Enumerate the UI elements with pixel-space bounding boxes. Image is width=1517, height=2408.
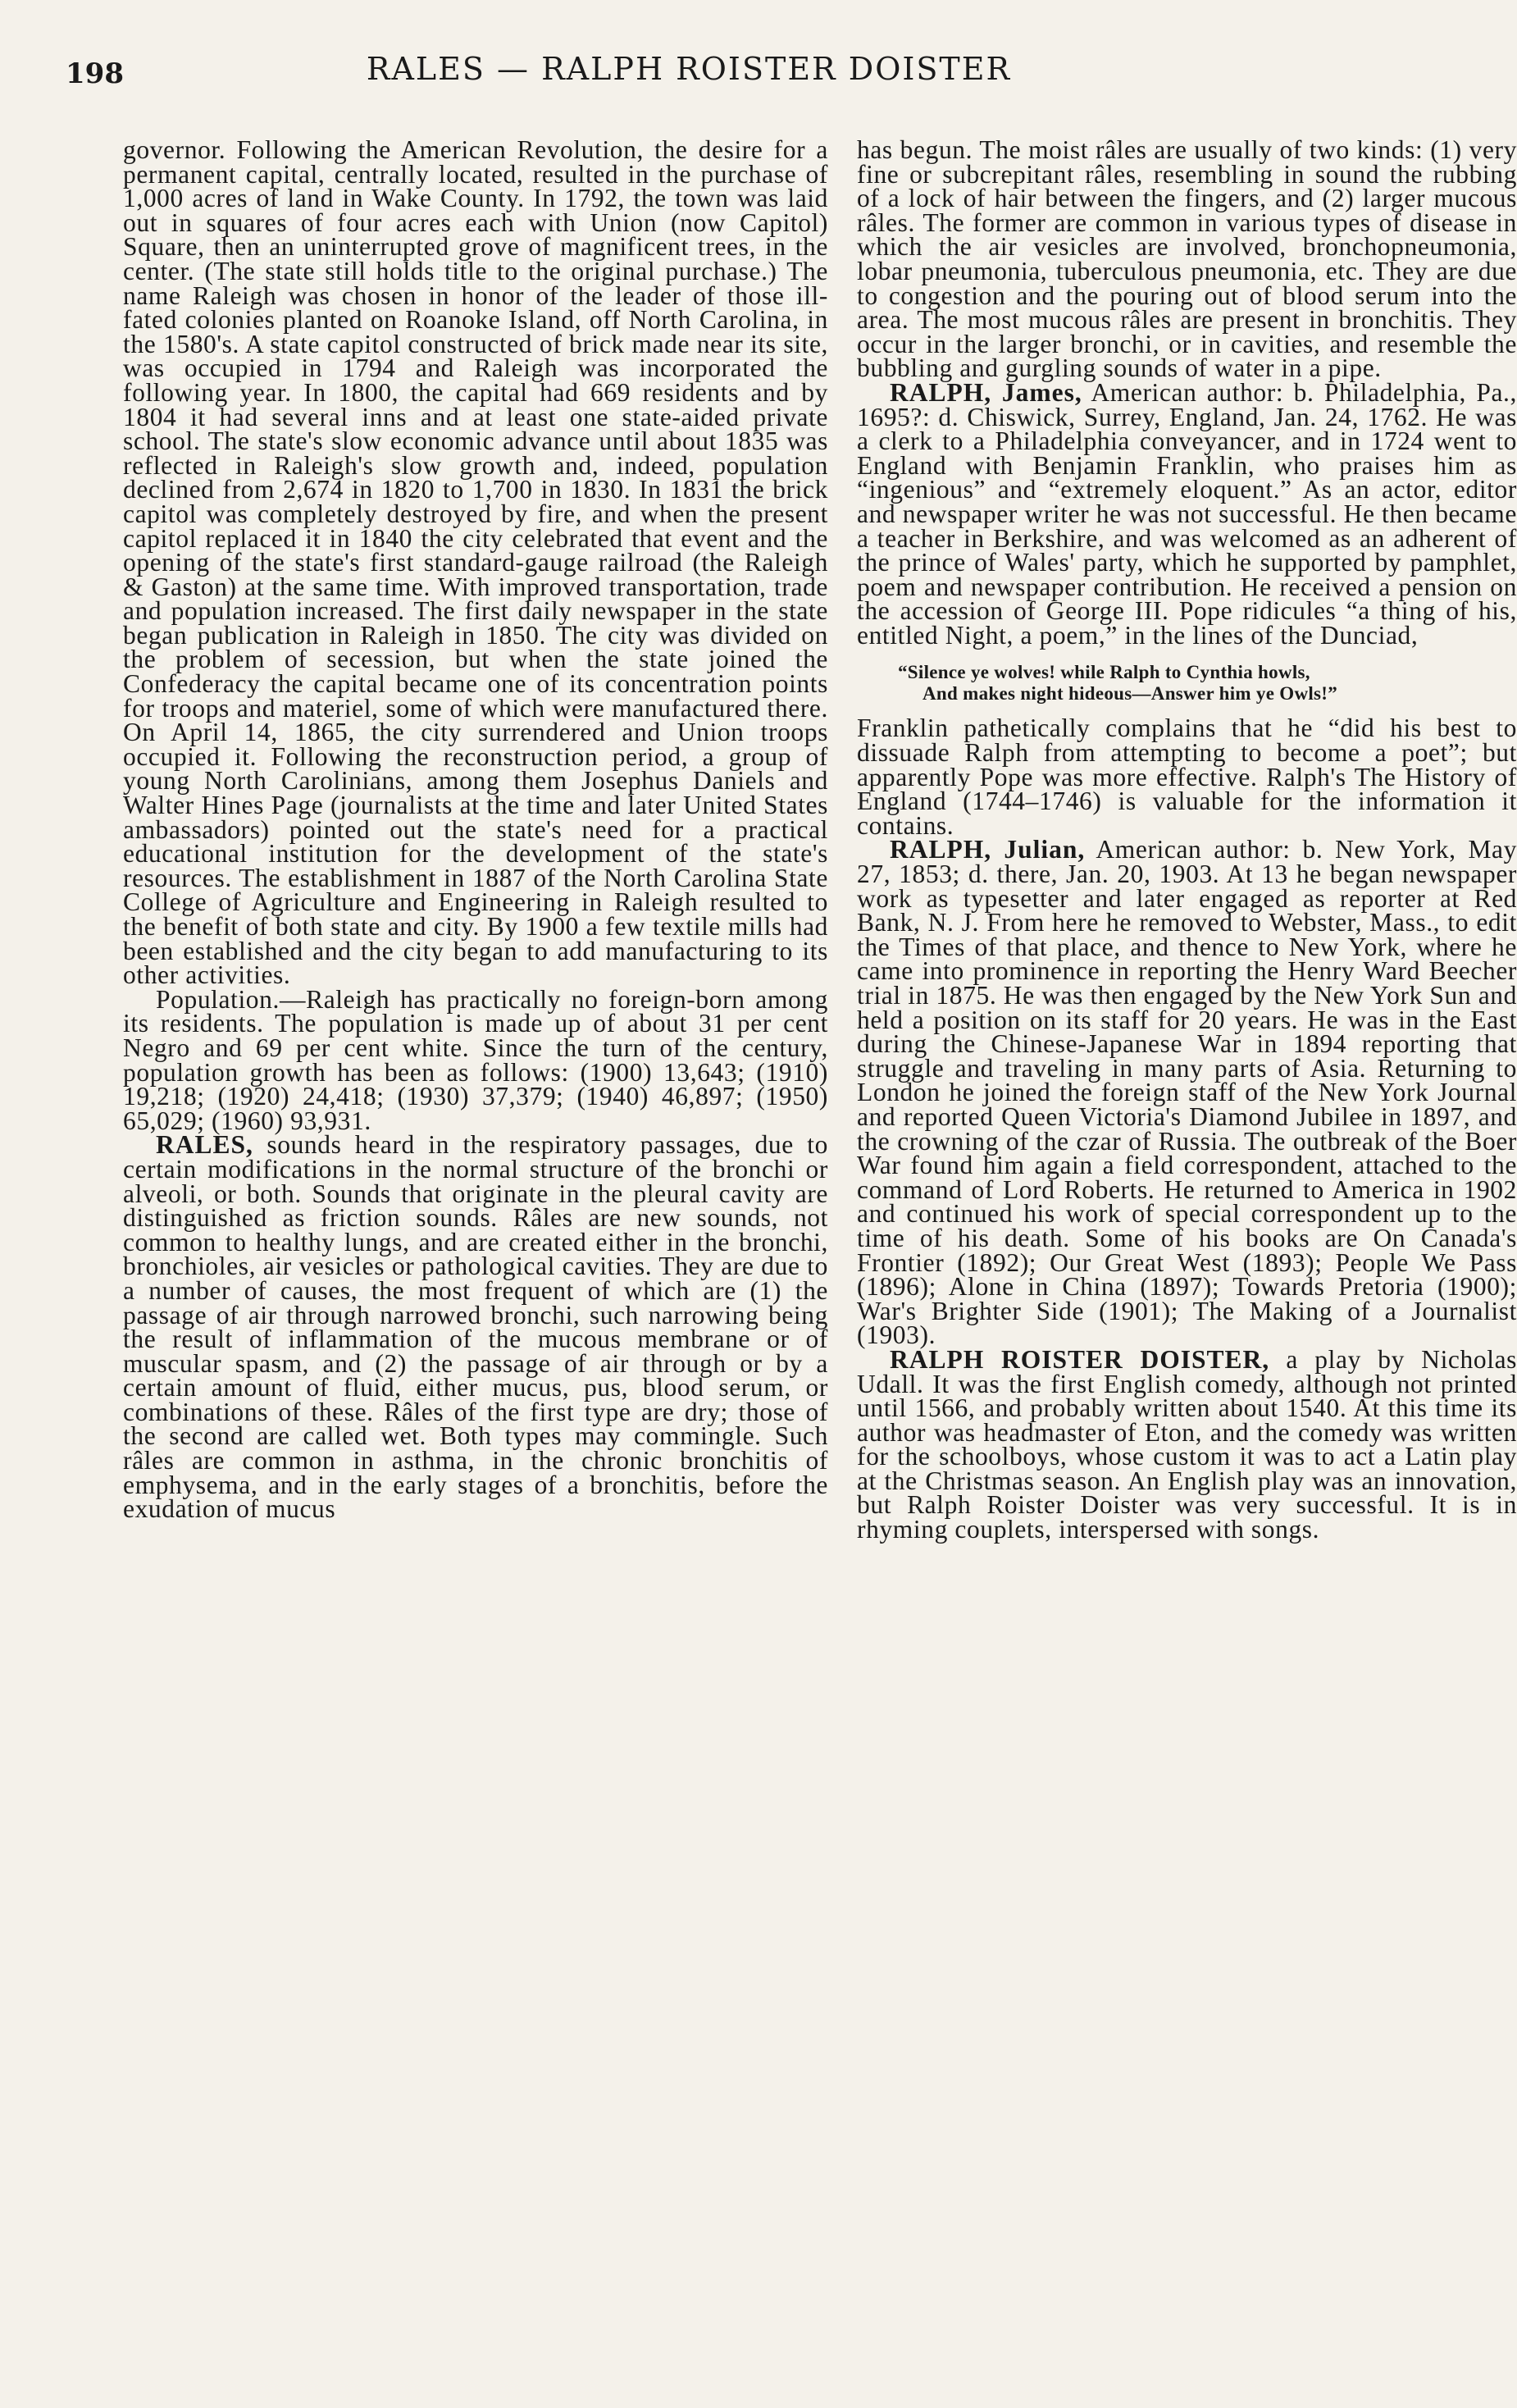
quote-line-2: And makes night hideous—Answer him ye Owls!” bbox=[922, 683, 1338, 705]
dunciad-quote bbox=[898, 662, 1517, 705]
population-heading: Population. bbox=[156, 984, 280, 1014]
ralph-julian-entry bbox=[857, 835, 1517, 1350]
population-paragraph bbox=[123, 984, 828, 1135]
ralph-roister-doister-entry bbox=[857, 1344, 1517, 1544]
quote-line-1: “Silence ye wolves! while Ralph to Cynthia howls, bbox=[898, 662, 1310, 683]
ralph-roister-doister-heading: RALPH ROISTER DOISTER, bbox=[890, 1344, 1270, 1374]
right-column bbox=[857, 135, 1517, 1544]
ralph-james-heading: RALPH, James, bbox=[890, 377, 1082, 407]
running-title: RALES — RALPH ROISTER DOISTER bbox=[366, 51, 1012, 87]
ralph-james-text: American author: b. Philadelphia, Pa., 1695?: d. Chiswick, Surrey, England, Jan. 24, 1762. He was a clerk to a Philadelphia conveyancer, and in 1724 went to England with Benjamin Franklin, who praises him as “ingenious” and “extremely eloquent.” As an actor, editor and newspaper writer he was not successful. He then became a teacher in Berkshire, and was welcomed as an adherent of the prince of Wales' party, which he supported by pamphlet, poem and newspaper contribution. He received a pension on the accession of George III. Pope ridicules “a thing of his, entitled Night, a poem,” in the lines of the Dunciad, bbox=[857, 377, 1517, 650]
ralph-julian-text: American author: b. New York, May 27, 1853; d. there, Jan. 20, 1903. At 13 he began newspaper work as typesetter and later engaged as reporter at Red Bank, N. J. From here he removed to Webster, Mass., to edit the Times of that place, and thence to New York, where he came into prominence in reporting the Henry Ward Beecher trial in 1875. He was then engaged by the New York Sun and held a position on its staff for 20 years. He was in the East during the Chinese-Japanese War in 1894 reporting that struggle and traveling in many parts of Asia. Returning to London he joined the foreign staff of the New York Journal and reported Queen Victoria's Diamond Jubilee in 1897, and the crowning of the czar of Russia. The outbreak of the Boer War found him again a field correspondent, attached to the command of Lord Roberts. He returned to America in 1902 and continued his work of special correspondent up to the time of his death. Some of his books are On Canada's Frontier (1892); Our Great West (1893); People We Pass (1896); Alone in China (1897); Towards Pretoria (1900); War's Brighter Side (1901); The Making of a Journalist (1903). bbox=[857, 835, 1517, 1350]
left-column bbox=[123, 135, 828, 1524]
ralph-james-continuation: Franklin pathetically complains that he “did his best to dissuade Ralph from attempting to become a poet”; but apparently Pope was more effective. Ralph's The History of England (1744–1746) is valuable for the information it contains. bbox=[857, 714, 1517, 840]
raleigh-history-paragraph: governor. Following the American Revolution, the desire for a permanent capital, centrally located, resulted in the purchase of 1,000 acres of land in Wake County. In 1792, the town was laid out in squares of four acres each with Union (now Capitol) Square, then an uninterrupted grove of magnificent trees, in the center. (The state still holds title to the original purchase.) The name Raleigh was chosen in honor of the leader of those ill-fated colonies planted on Roanoke Island, off North Carolina, in the 1580's. A state capitol constructed of brick made near its site, was occupied in 1794 and Raleigh was incorporated the following year. In 1800, the capital had 669 residents and by 1804 it had several inns and at least one state-aided private school. The state's slow economic advance until about 1835 was reflected in Raleigh's slow growth and, indeed, population declined from 2,674 in 1820 to 1,700 in 1830. In 1831 the brick capitol was completely destroyed by fire, and when the present capitol replaced it in 1840 the city celebrated that event and the opening of the state's first standard-gauge railroad (the Raleigh & Gaston) at the same time. With improved transportation, trade and population increased. The first daily newspaper in the state began publication in Raleigh in 1850. The city was divided on the problem of secession, but when the state joined the Confederacy the capital became one of its concentration points for troops and materiel, some of which were manufactured there. On April 14, 1865, the city surrendered and Union troops occupied it. Following the reconstruction period, a group of young North Carolinians, among them Josephus Daniels and Walter Hines Page (journalists at the time and later United States ambassadors) pointed out the state's need for a practical educational institution for the development of the state's resources. The establishment in 1887 of the North Carolina State College of Agriculture and Engineering in Raleigh resulted to the benefit of both state and city. By 1900 a few textile mills had been established and the city began to add manufacturing to its other activities. bbox=[123, 135, 828, 990]
rales-heading: RALES, bbox=[156, 1130, 253, 1160]
population-text: —Raleigh has practically no foreign-born among its residents. The population is made up of about 31 per cent Negro and 69 per cent white. Since the turn of the century, population growth has been as follows: (1900) 13,643; (1910) 19,218; (1920) 24,418; (1930) 37,379; (1940) 46,897; (1950) 65,029; (1960) 93,931. bbox=[123, 984, 828, 1135]
rales-text: sounds heard in the respiratory passages, due to certain modifications in the normal structure of the bronchi or alveoli, or both. Sounds that originate in the pleural cavity are distinguished as friction sounds. Râles are new sounds, not common to healthy lungs, and are created either in the bronchi, bronchioles, air vesicles or pathological cavities. They are due to a number of causes, the most frequent of which are (1) the passage of air through narrowed bronchi, such narrowing being the result of inflammation of the mucous membrane or of muscular spasm, and (2) the passage of air through or by a certain amount of fluid, either mucus, pus, blood serum, or combinations of these. Râles of the first type are dry; those of the second are called wet. Both types may commingle. Such râles are common in asthma, in the chronic bronchitis of emphysema, and in the early stages of a bronchitis, before the exudation of mucus bbox=[123, 1130, 828, 1524]
rales-entry bbox=[123, 1130, 828, 1524]
ralph-roister-doister-text: a play by Nicholas Udall. It was the first English comedy, although not printed until 1566, and probably written about 1540. At this time its author was headmaster of Eton, and the comedy was written for the schoolboys, whose custom it was to act a Latin play at the Christmas season. An English play was an innovation, but Ralph Roister Doister was very successful. It is in rhyming couplets, interspersed with songs. bbox=[857, 1344, 1517, 1544]
page-number: 198 bbox=[66, 57, 124, 90]
ralph-james-entry bbox=[857, 377, 1517, 650]
page-header bbox=[66, 51, 1492, 100]
ralph-julian-heading: RALPH, Julian, bbox=[890, 835, 1086, 864]
rales-continuation: has begun. The moist râles are usually of two kinds: (1) very fine or subcrepitant râles, resembling in sound the rubbing of a lock of hair between the fingers, and (2) larger mucous râles. The former are common in various types of disease in which the air vesicles are involved, bronchopneumonia, lobar pneumonia, tuberculous pneumonia, etc. They are due to congestion and the pouring out of blood serum into the area. The most mucous râles are present in bronchitis. They occur in the larger bronchi, or in cavities, and resemble the bubbling and gurgling sounds of water in a pipe. bbox=[857, 135, 1517, 383]
